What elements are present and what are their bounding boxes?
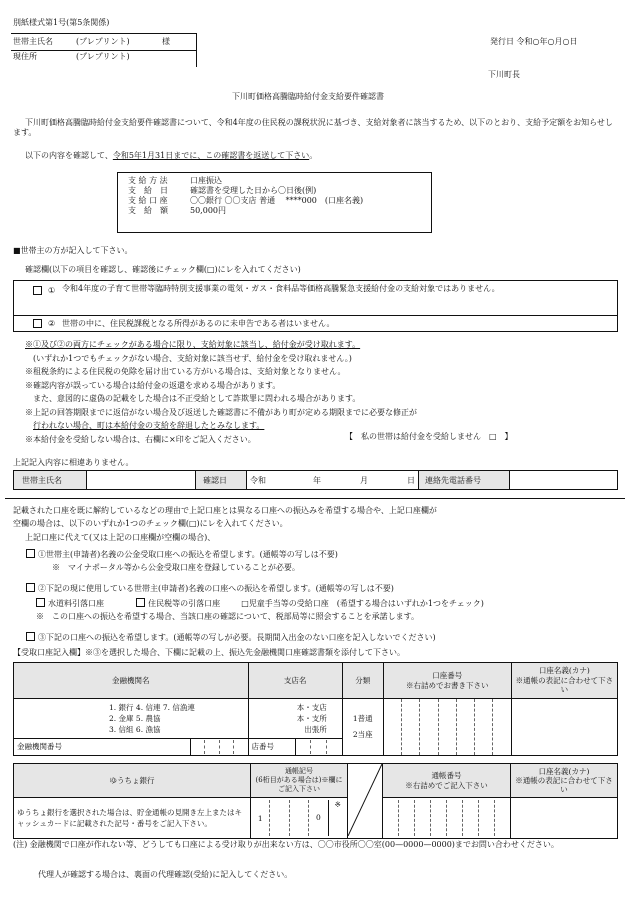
- yucho-note: ゆうちょ銀行を選択された場合は、貯金通帳の見開き左上またはキャッシュカードに記載された記号・番号をご記入下さい。: [14, 798, 251, 839]
- account-form-heading: 【受取口座記入欄】※③を選択した場合、下欄に記載の上、振込先金融機関口座確認書類を添付して下さい。: [13, 648, 405, 657]
- confirm-name-field[interactable]: [87, 471, 195, 489]
- confirm-name-label: 世帯主氏名: [22, 476, 62, 485]
- payment-info: 支 給 方 法 口座振込 支 給 日 確認書を受理した日から〇日後(例) 支 給 口 座 〇〇銀行 〇〇支店 普通 ****000 (口座名義) 支 給 額 50,000円: [128, 176, 364, 215]
- yucho-table: ゆうちょ銀行 通帳記号 (6桁目がある場合は)※欄にご記入下さい 通帳番号 ※右詰めでご記入下さい 口座名義(カナ) ※通帳の表記に合わせて下さい ゆうちょ銀行を選択された場合は、貯金通帳の見開き左上またはキャッシュカードに記載された記号・番号をご記入下さい。 1 0 ※: [13, 763, 618, 839]
- form-number: 別紙様式第1号(第5条関係): [13, 18, 110, 27]
- confirm-date-label: 確認日: [203, 476, 227, 485]
- option-2b[interactable]: 住民税等の引落口座: [133, 599, 220, 608]
- name-suffix: 様: [162, 37, 170, 46]
- divider: [5, 498, 625, 499]
- footer-note-1: (注) 金融機関で口座が作れない等、どうしても口座による受け取りが出来ない方は、〇〇市役所〇〇室(00—0000—0000)までお問い合わせください。: [13, 840, 559, 849]
- address-value: (プレプリント): [76, 52, 130, 61]
- option-3[interactable]: ③下記の口座への振込を希望します。(通帳等の写しが必要。長期間入出金のない口座を記入しないでください): [23, 632, 436, 643]
- name-label: 世帯主氏名: [13, 37, 53, 46]
- footer-note-2: 代理人が確認する場合は、裏面の代理確認(受給)に記入してください。: [38, 870, 293, 879]
- yucho-number-field[interactable]: [383, 798, 511, 839]
- section2-intro: 記載された口座を既に解約しているなどの理由で上記口座とは異なる口座への振込みを希望する場合や、上記口座欄が: [13, 506, 437, 515]
- intro-paragraph: 下川町価格高騰臨時給付金支給要件確認書について、令和4年度の住民税の課税状況に基づき、支給対象者に該当するため、以下のとおり、支給予定額をお知らせします。: [13, 118, 613, 137]
- issue-date: 発行日 令和○年○月○日: [490, 37, 578, 46]
- name-value: (プレプリント): [76, 37, 130, 46]
- issuer: 下川町長: [488, 70, 520, 79]
- address-label: 現住所: [13, 52, 37, 61]
- checkbox-1[interactable]: [30, 286, 45, 297]
- option-2-subchoices: [33, 598, 484, 609]
- option-2[interactable]: ②下記の現に使用している世帯主(申請者)名義の口座への振込を希望します。(通帳等の写しは不要): [23, 583, 394, 594]
- yucho-holder-field[interactable]: [511, 798, 618, 839]
- confirm-statement: 上記記入内容に相違ありません。: [13, 458, 134, 467]
- confirm-phone-label: 連絡先電話番号: [425, 476, 481, 485]
- account-number-field[interactable]: [383, 699, 511, 756]
- confirm-item-1: 令和4年度の子育て世帯等臨時特別支援事業の電気・ガス・食料品等価格高騰緊急支援給付金の支給対象ではありません。: [62, 284, 500, 293]
- checkbox-2[interactable]: [30, 319, 45, 330]
- confirm-item-2: 世帯の中に、住民税課税となる所得があるのに未申告である者はいません。: [62, 319, 335, 328]
- option-2c[interactable]: □児童手当等の受給口座 (希望する場合はいずれか1つをチェック): [241, 599, 484, 608]
- confirm-phone-field[interactable]: [510, 471, 617, 489]
- page-title: 下川町価格高騰臨時給付金支給要件確認書: [232, 92, 384, 101]
- bank-account-table: 金融機関名 支店名 分類 口座番号 ※右詰めでお書き下さい 口座名義(カナ) ※通帳の表記に合わせて下さい 1. 銀行 4. 信連 7. 信漁連 2. 金庫 5. 農協 3. 信組 6. 漁協 本・支店 本・支所 出張所 1普通 2当座 金融機関番号 店番号: [13, 662, 618, 756]
- yucho-symbol-field[interactable]: 1 0 ※: [251, 798, 348, 839]
- diagonal-slash: [348, 764, 382, 836]
- branch-code-field[interactable]: [295, 739, 342, 756]
- return-instruction: 以下の内容を確認して、令和5年1月31日までに、この確認書を返送して下さい。: [25, 151, 318, 160]
- section1-sub: 確認欄(以下の項目を確認し、確認後にチェック欄(□)にレを入れてください): [25, 265, 301, 274]
- section1-notes: ※①及び②の両方にチェックがある場合に限り、支給対象に該当し、給付金が受け取れます。 (いずれか1つでもチェックがない場合、支給対象に該当せず、給付金を受け取れません。) ※租税条約による住民税の免除を届け出ている方がいる場合は、支給対象となりません。 ※確認内容が誤っている場合は給付金の返還を求める場合があります。 また、意図的に虚偽の記載をした場合は不正受給として詐欺罪に問われる場合があります。 ※上記の回答期限までに返信がない場合及び返送した確認書に不備があり町が定める期限までに必要な修正が 行われない場合、町は本給付金の支給を辞退したとみなします。 ※本給付金を受給しない場合は、右欄に×印をご記入ください。: [25, 340, 417, 444]
- option-1[interactable]: ①世帯主(申請者)名義の公金受取口座への振込を希望します。(通帳等の写しは不要): [23, 549, 338, 560]
- bank-code-field[interactable]: [191, 739, 249, 756]
- decline-box[interactable]: 【 私の世帯は給付金を受給しません □ 】: [345, 432, 513, 441]
- account-holder-field[interactable]: [511, 699, 617, 756]
- section1-heading: ■世帯主の方が記入して下さい。: [13, 246, 133, 255]
- option-2a[interactable]: 水道料引落口座: [33, 599, 104, 608]
